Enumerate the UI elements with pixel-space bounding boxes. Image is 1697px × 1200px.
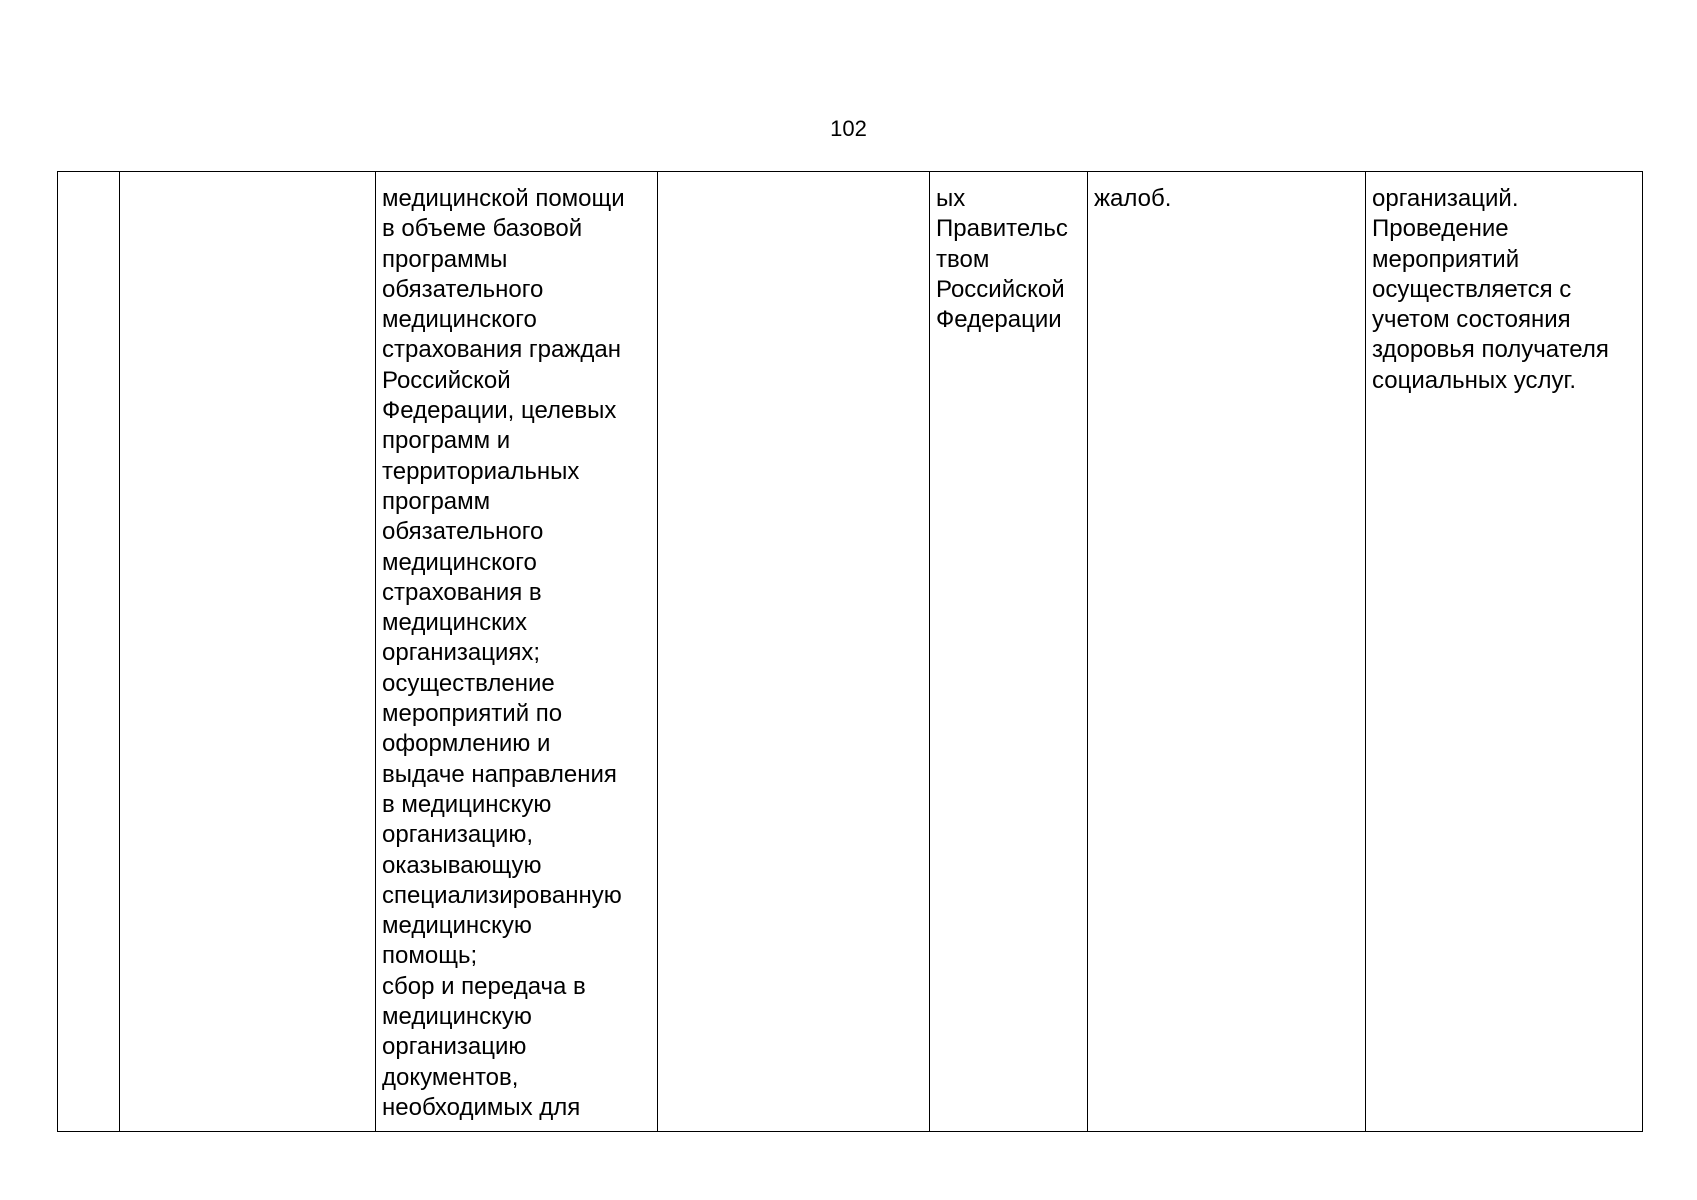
table-cell-quality-indicator: жалоб. bbox=[1088, 172, 1366, 1132]
document-table bbox=[57, 171, 1643, 1132]
table-cell-regulation: ых Правительс твом Российской Федерации bbox=[930, 172, 1088, 1132]
table-cell-service-name bbox=[120, 172, 376, 1132]
table-cell-service-description: медицинской помощи в объеме базовой программы обязательного медицинского страхования граждан Российской Федерации, целевых программ и территориальных программ обязательного медицинского страхования в медицинских организациях; осуществление мероприятий по оформлению и выдаче направления в медицинскую организацию, оказывающую специализированную медицинскую помощь; сбор и передача в медицинскую организацию документов, необходимых для bbox=[376, 172, 658, 1132]
table-cell-conditions: организаций. Проведение мероприятий осуществляется с учетом состояния здоровья получателя социальных услуг. bbox=[1366, 172, 1643, 1132]
page-number: 102 bbox=[830, 116, 867, 141]
table-cell-empty bbox=[658, 172, 930, 1132]
table-cell-number bbox=[58, 172, 120, 1132]
table-row bbox=[58, 172, 1643, 1132]
